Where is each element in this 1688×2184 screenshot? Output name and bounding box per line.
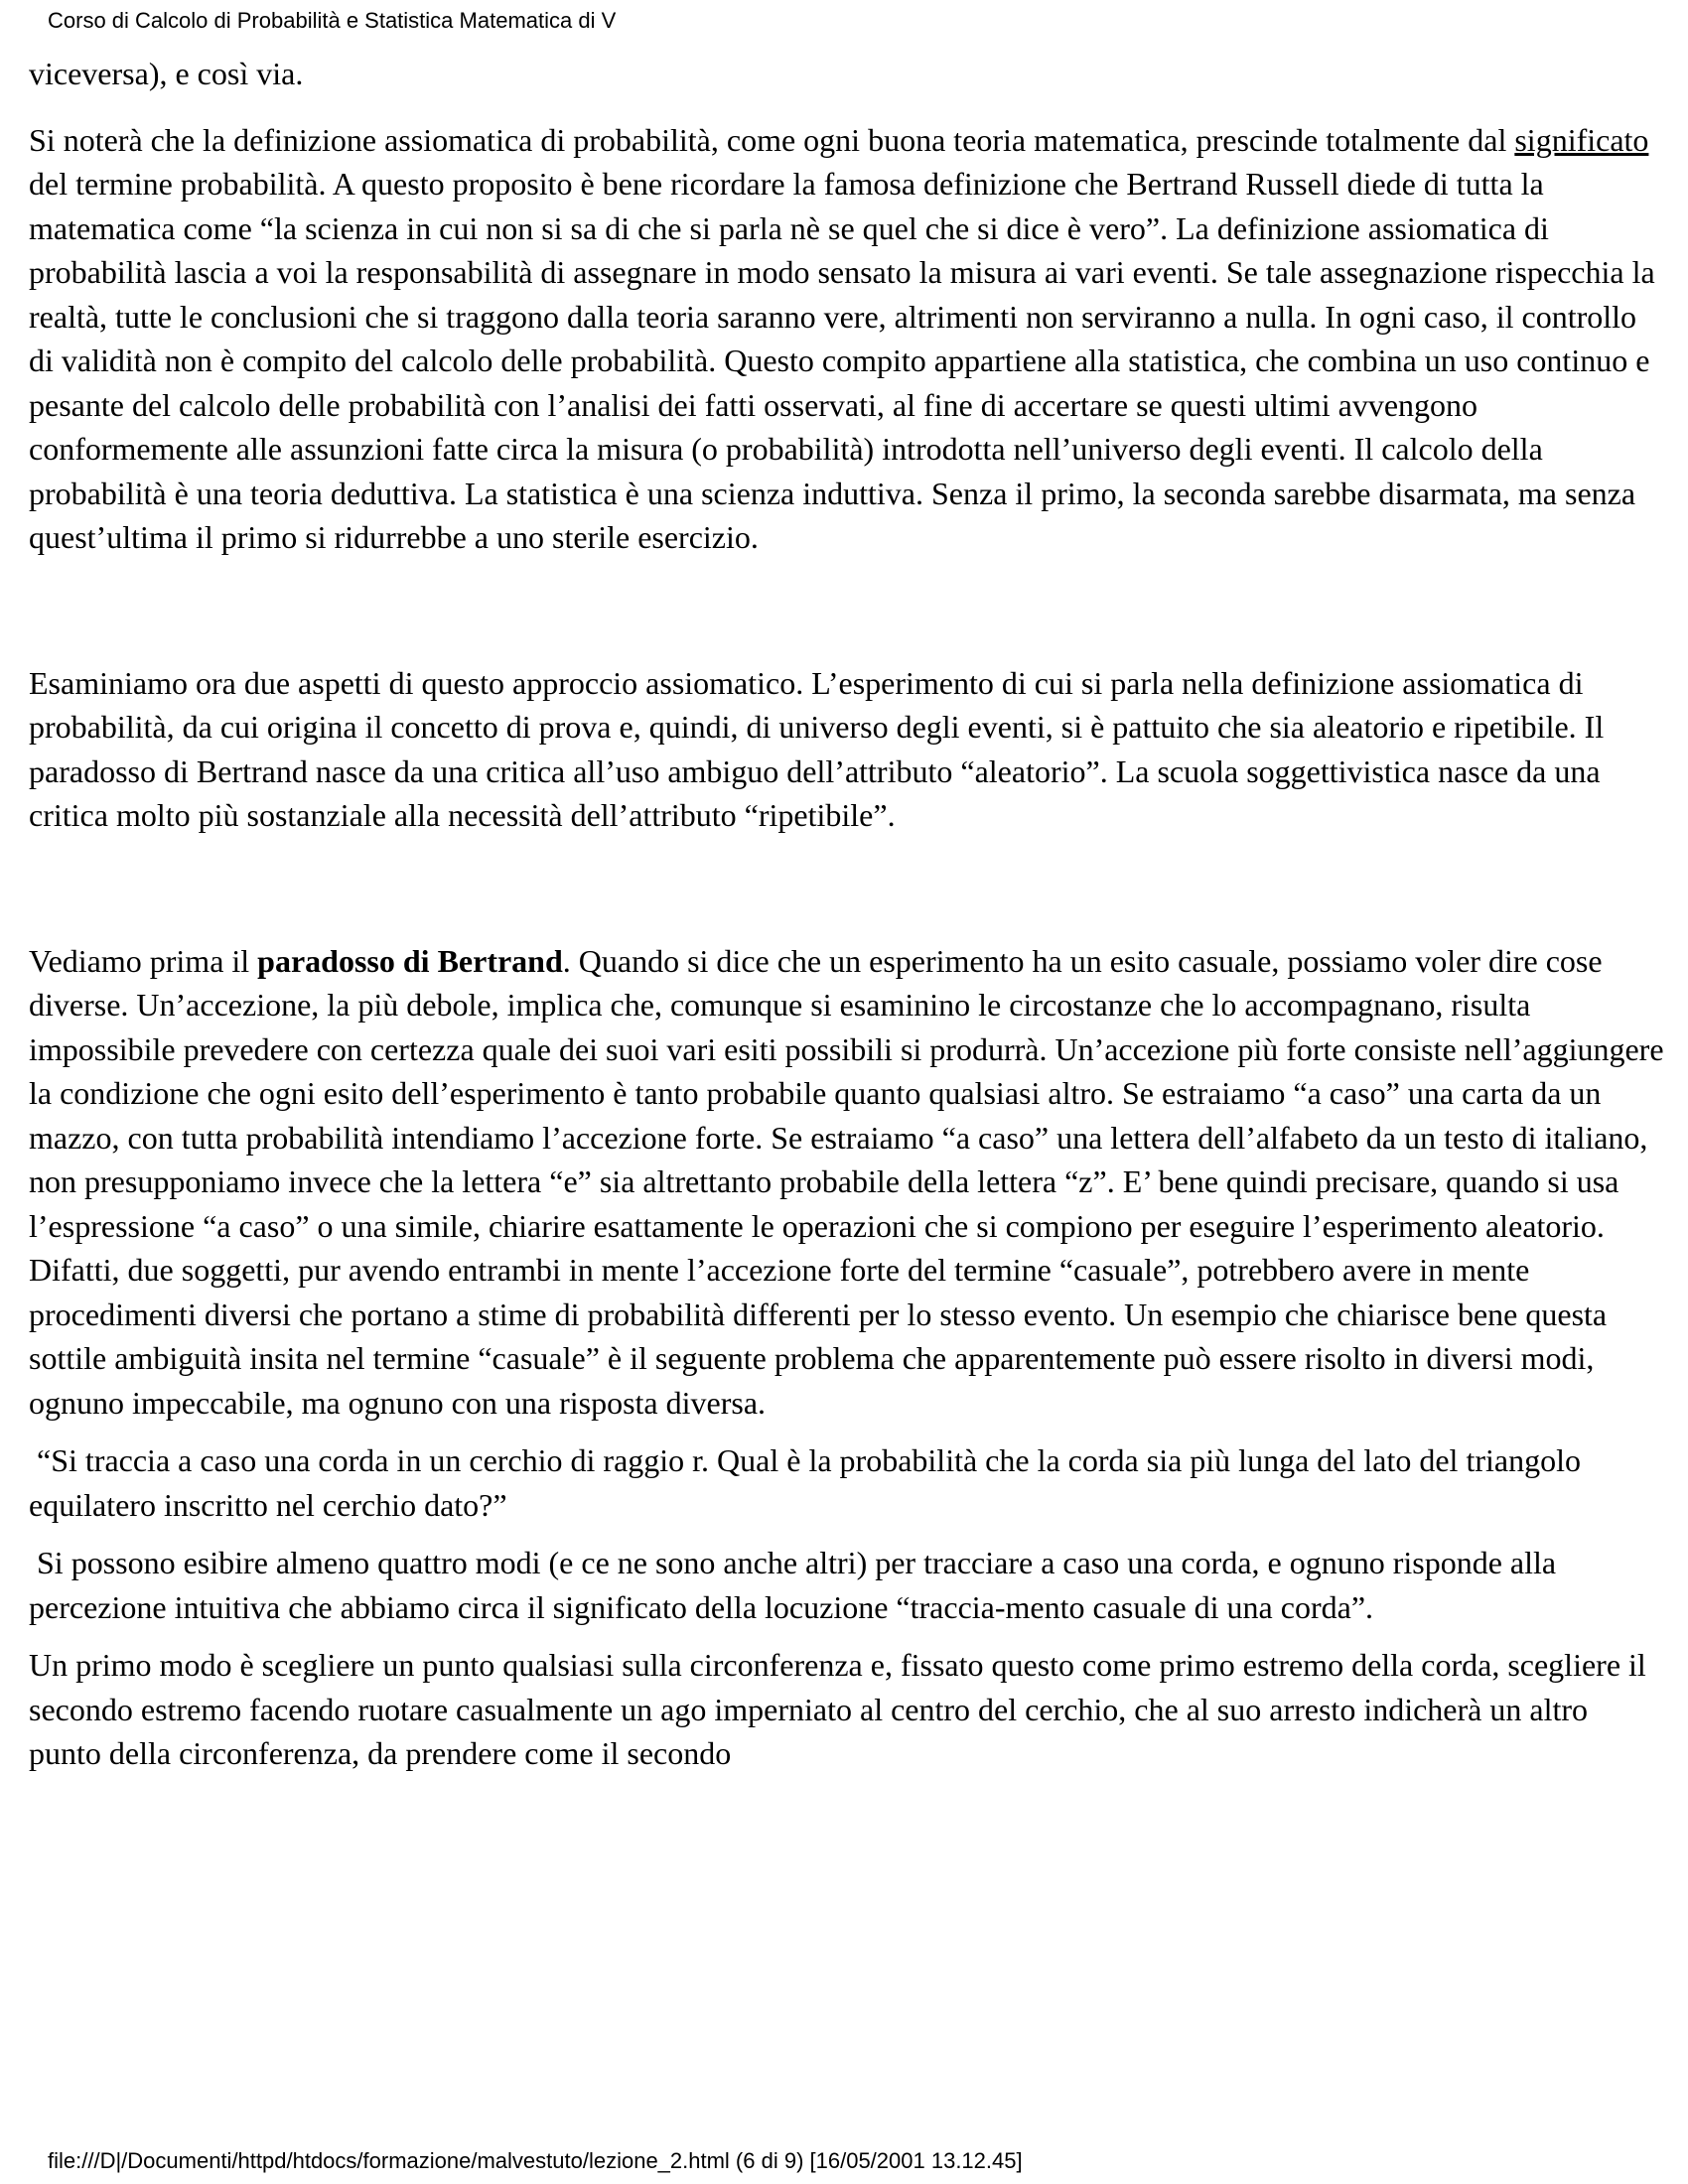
paragraph-4-text-b: . Quando si dice che un esperimento ha un esito casuale, possiamo voler dire cose diverse. Un’accezione, la più debole, implica che, comunque si esaminino le circostanze che lo accompagnano, risulta impossibile prevedere con certezza quale dei suoi vari esiti possibili si produrrà. Un’accezione più forte consiste nell’aggiungere la condizione che ogni esito dell’esperimento è tanto probabile quanto qualsiasi altro. Se estraiamo “a caso” una carta da un mazzo, con tutta probabilità intendiamo l’accezione forte. Se estraiamo “a caso” una lettera dell’alfabeto da un testo di italiano, non presupponiamo invece che la lettera “e” sia altrettanto probabile della lettera “z”. E’ bene quindi precisare, quando si usa l’espressione “a caso” o una simile, chiarire esattamente le operazioni che si compiono per eseguire l’esperimento aleatorio. Difatti, due soggetti, pur avendo entrambi in mente l’accezione forte del termine “casuale”, potrebbero avere in mente procedimenti diversi che portano a stime di probabilità differenti per lo stesso evento. Un esempio che chiarisce bene questa sottile ambiguità insita nel termine “casuale” è il seguente problema che apparentemente può essere risolto in diversi modi, ognuno impeccabile, ma ognuno con una risposta diversa. <box>29 942 1664 1421</box>
paragraph-3: Esaminiamo ora due aspetti di questo approccio assiomatico. L’esperimento di cui si parla nella definizione assiomatica di probabilità, da cui origina il concetto di prova e, quindi, di universo degli eventi, si è pattuito che sia aleatorio e ripetibile. Il paradosso di Bertrand nasce da una critica all’uso ambiguo dell’attributo “aleatorio”. La scuola soggettivistica nasce da una critica molto più sostanziale alla necessità dell’attributo “ripetibile”. <box>29 664 1605 833</box>
paragraph-6: Si possono esibire almeno quattro modi (e ce ne sono anche altri) per tracciare a caso una corda, e ognuno risponde alla percezione intuitiva che abbiamo circa il significato della locuzione “traccia-mento casuale di una corda”. <box>29 1545 1565 1625</box>
paragraph-7: Un primo modo è scegliere un punto qualsiasi sulla circonferenza e, fissato questo come primo estremo della corda, scegliere il secondo estremo facendo ruotare casualmente un ago imperniato al centro del cerchio, che al suo arresto indicherà un altro punto della circonferenza, da prendere come il secondo <box>29 1647 1646 1771</box>
page-header: Corso di Calcolo di Probabilità e Statistica Matematica di V <box>48 8 617 33</box>
page-footer-url: file:///D|/Documenti/httpd/htdocs/formazione/malvestuto/lezione_2.html (6 di 9) [16/05/2001 13.12.45] <box>48 2148 1023 2173</box>
underlined-word-significato: significato <box>1514 121 1649 158</box>
paragraph-2-text-a: Si noterà che la definizione assiomatica di probabilità, come ogni buona teoria matematica, prescinde totalmente dal <box>29 121 1515 158</box>
paragraph-4 <box>29 939 1665 1426</box>
bold-term-paradosso-di-bertrand: paradosso di Bertrand <box>257 942 563 979</box>
paragraph-1: viceversa), e così via. <box>29 56 304 91</box>
paragraph-2-text-b: del termine probabilità. A questo proposito è bene ricordare la famosa definizione che Bertrand Russell diede di tutta la matematica come “la scienza in cui non si sa di che si parla nè se quel che si dice è vero”. La definizione assiomatica di probabilità lascia a voi la responsabilità di assegnare in modo sensato la misura ai vari eventi. Se tale assegnazione rispecchia la realtà, tutte le conclusioni che si traggono dalla teoria saranno vere, altrimenti non serviranno a nulla. In ogni caso, il controllo di validità non è compito del calcolo delle probabilità. Questo compito appartiene alla statistica, che combina un uso continuo e pesante del calcolo delle probabilità con l’analisi dei fatti osservati, al fine di accertare se questi ultimi avvengono conformemente alle assunzioni fatte circa la misura (o probabilità) introdotta nell’universo degli eventi. Il calcolo della probabilità è una teoria deduttiva. La statistica è una scienza induttiva. Senza il primo, la seconda sarebbe disarmata, ma senza quest’ultima il primo si ridurrebbe a uno sterile esercizio. <box>29 166 1655 555</box>
paragraph-4-text-a: Vediamo prima il <box>29 942 258 979</box>
paragraph-2 <box>29 118 1665 560</box>
paragraph-5-quote: “Si traccia a caso una corda in un cerchio di raggio r. Qual è la probabilità che la corda sia più lunga del lato del triangolo equilatero inscritto nel cerchio dato?” <box>29 1442 1589 1523</box>
document-body <box>29 52 1665 1776</box>
